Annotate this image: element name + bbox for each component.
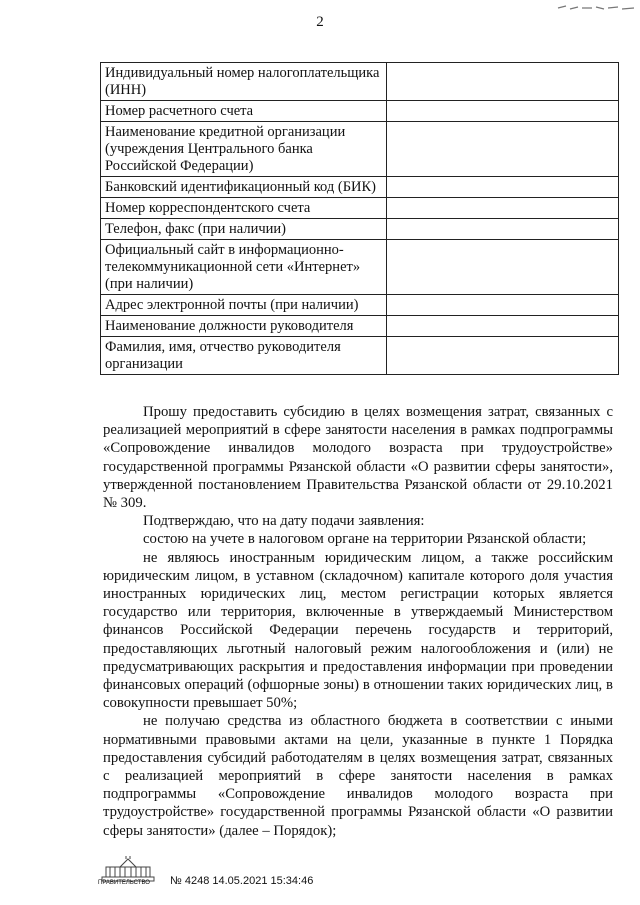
stamp-caption: ПРАВИТЕЛЬСТВО: [98, 880, 150, 886]
row-label-inn: Индивидуальный номер налогоплательщика (ИНН): [101, 63, 387, 101]
page-number: 2: [316, 14, 324, 30]
request-paragraph: Прошу предоставить субсидию в целях возмещения затрат, связанных с реализацией мероприятий в сфере занятости населения в рамках подпрограммы «Сопровождение инвалидов молодого возраста при трудоустройстве» государственной программы Рязанской области «О развитии сферы занятости», утвержденной постановлением Правительства Рязанской области от 29.10.2021 № 309.: [103, 404, 613, 512]
row-value-bank-name: [387, 122, 619, 177]
corner-scan-marks: [556, 2, 636, 14]
table-row: [101, 240, 619, 295]
confirmation-heading: Подтверждаю, что на дату подачи заявления:: [143, 513, 425, 530]
table-row: [101, 101, 619, 122]
table-row: [101, 122, 619, 177]
row-label-website: Официальный сайт в информационно-телекоммуникационной сети «Интернет» (при наличии): [101, 240, 387, 295]
row-value-corr-account: [387, 198, 619, 219]
row-value-head-position: [387, 316, 619, 337]
row-value-email: [387, 295, 619, 316]
row-value-inn: [387, 63, 619, 101]
document-registration-number: № 4248 14.05.2021 15:34:46: [170, 875, 314, 887]
row-label-head-name: Фамилия, имя, отчество руководителя организации: [101, 337, 387, 375]
table-row: [101, 337, 619, 375]
row-label-bik: Банковский идентификационный код (БИК): [101, 177, 387, 198]
table-row: [101, 219, 619, 240]
row-label-phone-fax: Телефон, факс (при наличии): [101, 219, 387, 240]
table-row: [101, 295, 619, 316]
row-label-account-number: Номер расчетного счета: [101, 101, 387, 122]
row-label-bank-name: Наименование кредитной организации (учреждения Центрального банка Российской Федерации): [101, 122, 387, 177]
row-value-website: [387, 240, 619, 295]
table-row: [101, 177, 619, 198]
table-row: [101, 316, 619, 337]
row-label-corr-account: Номер корреспондентского счета: [101, 198, 387, 219]
table-row: [101, 198, 619, 219]
application-body: [103, 403, 613, 840]
row-label-head-position: Наименование должности руководителя: [101, 316, 387, 337]
condition-not-foreign-entity: не являюсь иностранным юридическим лицом, а также российским юридическим лицом, в уставном (складочном) капитале которого доля участия иностранных юридических лиц, местом регистрации которых является государство или территория, включенные в утверждаемый Министерством финансов Российской Федерации перечень государств и территорий, предоставляющих льготный налоговый режим налогообложения и (или) не предусматривающих раскрытия и предоставления информации при проведении финансовых операций (офшорные зоны) в отношении таких юридических лиц, в совокупности превышает 50%;: [103, 549, 613, 712]
table-row: [101, 63, 619, 101]
row-value-account-number: [387, 101, 619, 122]
row-value-bik: [387, 177, 619, 198]
condition-no-other-funds: не получаю средства из областного бюджета в соответствии с иными нормативными правовыми актами на цели, указанные в пункте 1 Порядка предоставления субсидий работодателям в целях возмещения затрат, связанных с реализацией мероприятий в сфере занятости населения в рамках подпрограммы «Сопровождение инвалидов молодого возраста при трудоустройстве» государственной программы Рязанской области «О развитии сферы занятости» (далее – Порядок);: [103, 713, 613, 839]
applicant-details-table: [100, 62, 619, 375]
row-value-head-name: [387, 337, 619, 375]
row-label-email: Адрес электронной почты (при наличии): [101, 295, 387, 316]
row-value-phone-fax: [387, 219, 619, 240]
condition-tax-registration: состою на учете в налоговом органе на территории Рязанской области;: [143, 531, 587, 548]
